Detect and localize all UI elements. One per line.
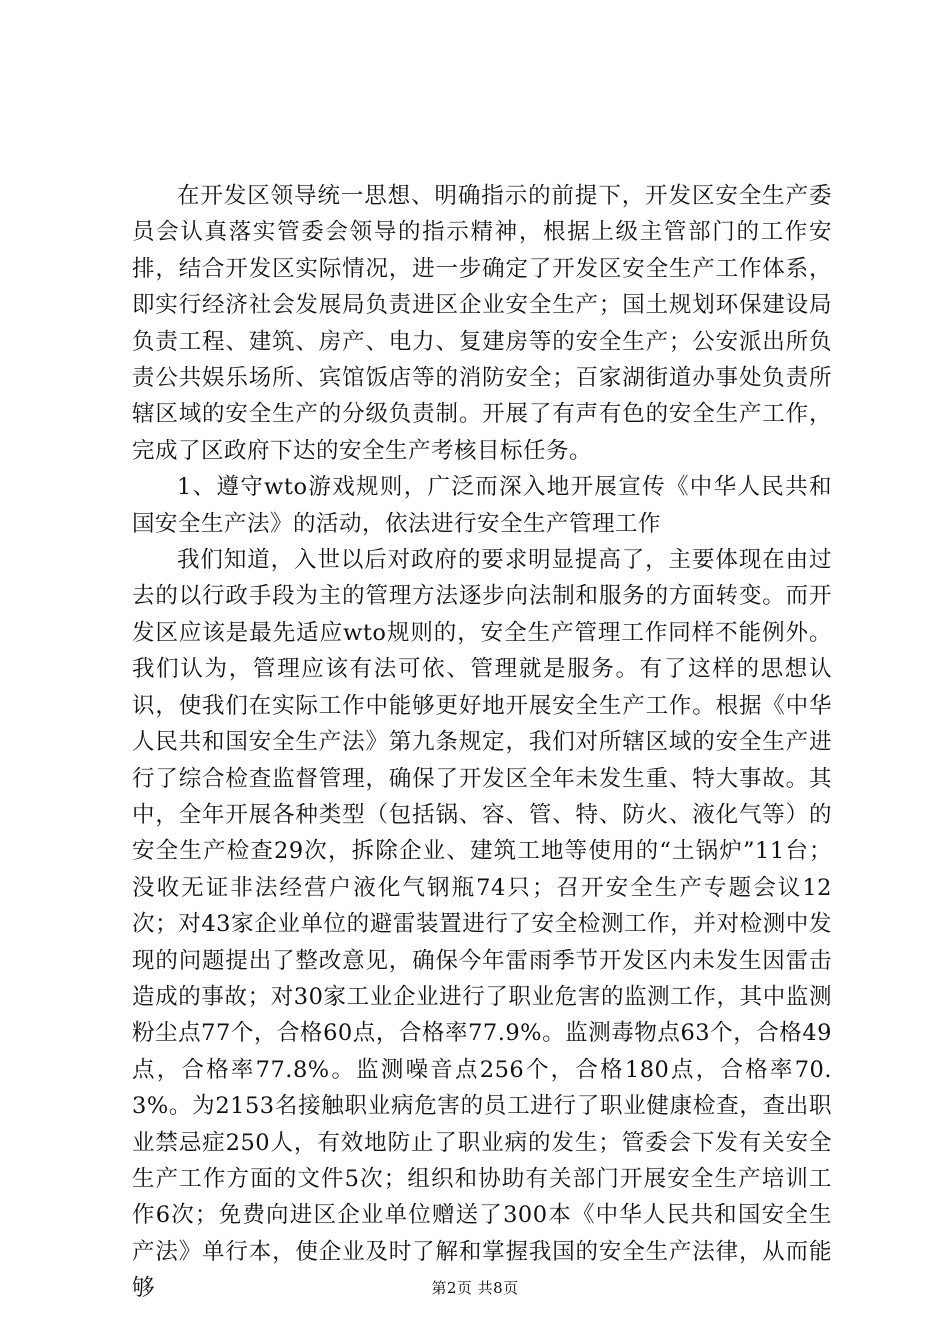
- paragraph-body-1: 我们知道，入世以后对政府的要求明显提高了，主要体现在由过去的以行政手段为主的管理方法逐步向法制和服务的方面转变。而开发区应该是最先适应wto规则的，安全生产管理工作同样不能例外。我们认为，管理应该有法可依、管理就是服务。有了这样的思想认识，使我们在实际工作中能够更好地开展安全生产工作。根据《中华人民共和国安全生产法》第九条规定，我们对所辖区域的安全生产进行了综合检查监督管理，确保了开发区全年未发生重、特大事故。其中，全年开展各种类型（包括锅、容、管、特、防火、液化气等）的安全生产检查29次，拆除企业、建筑工地等使用的“土锅炉”11台；没收无证非法经营户液化气钢瓶74只；召开安全生产专题会议12次；对43家企业单位的避雷装置进行了安全检测工作，并对检测中发现的问题提出了整改意见，确保今年雷雨季节开发区内未发生因雷击造成的事故；对30家工业企业进行了职业危害的监测工作，其中监测粉尘点77个，合格60点，合格率77.9%。监测毒物点63个，合格49点，合格率77.8%。监测噪音点256个，合格180点，合格率70.3%。为2153名接触职业病危害的员工进行了职业健康检查，查出职业禁忌症250人，有效地防止了职业病的发生；管委会下发有关安全生产工作方面的文件5次；组织和协助有关部门开展安全生产培训工作6次；免费向进区企业单位赠送了300本《中华人民共和国安全生产法》单行本，使企业及时了解和掌握我国的安全生产法律，从而能够: [132, 547, 832, 1302]
- page-footer: 第2页 共8页: [431, 1279, 519, 1297]
- paragraph-intro: 在开发区领导统一思想、明确指示的前提下，开发区安全生产委员会认真落实管委会领导的指示精神，根据上级主管部门的工作安排，结合开发区实际情况，进一步确定了开发区安全生产工作体系，即实行经济社会发展局负责进区企业安全生产；国土规划环保建设局负责工程、建筑、房产、电力、复建房等的安全生产；公安派出所负责公共娱乐场所、宾馆饭店等的消防安全；百家湖街道办事处负责所辖区域的安全生产的分级负责制。开展了有声有色的安全生产工作，完成了区政府下达的安全生产考核目标任务。: [132, 183, 832, 464]
- paragraph-heading-1: 1、遵守wto游戏规则，广泛而深入地开展宣传《中华人民共和国安全生产法》的活动，依法进行安全生产管理工作: [132, 474, 832, 537]
- document-body: [132, 178, 832, 1307]
